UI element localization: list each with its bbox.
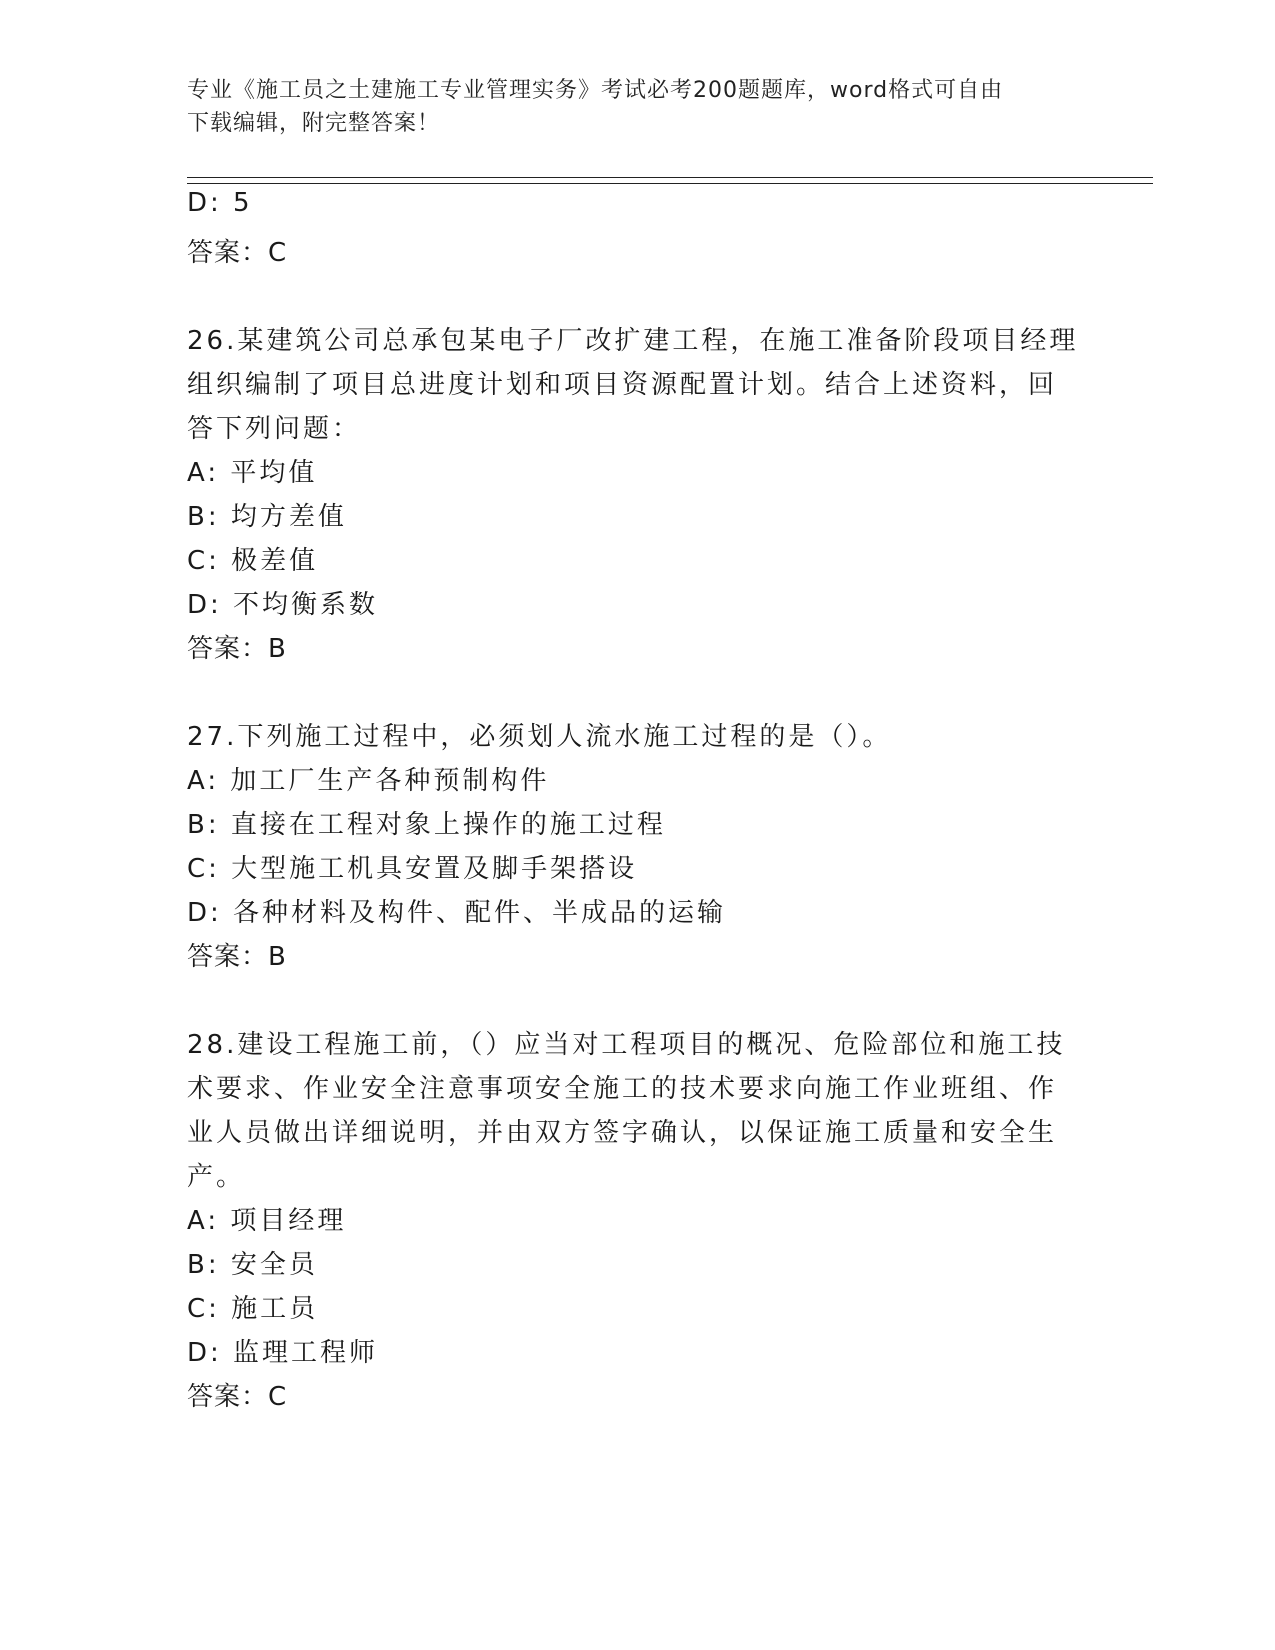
q26-stem-line-3: 答下列问题： xyxy=(187,414,362,444)
q27-answer: 答案：B xyxy=(187,942,287,972)
carryover-option-d: D: 5 xyxy=(187,188,253,218)
q28-stem-line-2: 术要求、作业安全注意事项安全施工的技术要求向施工作业班组、作 xyxy=(187,1074,1058,1104)
header-rule-bottom xyxy=(187,183,1153,184)
q26-option-a: A: 平均值 xyxy=(187,458,318,488)
q28-answer: 答案：C xyxy=(187,1382,288,1412)
header-line-1: 专业《施工员之土建施工专业管理实务》考试必考200题题库，word格式可自由 xyxy=(187,78,1004,103)
q27-option-b: B: 直接在工程对象上操作的施工过程 xyxy=(187,810,666,840)
q26-option-b: B: 均方差值 xyxy=(187,502,347,532)
q27-option-d: D: 各种材料及构件、配件、半成品的运输 xyxy=(187,898,727,928)
q28-option-b: B: 安全员 xyxy=(187,1250,318,1280)
q27-stem-line-1: 27.下列施工过程中，必须划人流水施工过程的是（）。 xyxy=(187,722,892,752)
document-header xyxy=(187,74,1077,140)
q28-option-d: D: 监理工程师 xyxy=(187,1338,379,1368)
q27-option-a: A: 加工厂生产各种预制构件 xyxy=(187,766,550,796)
q28-stem-line-4: 产。 xyxy=(187,1162,246,1192)
q26-answer: 答案：B xyxy=(187,634,287,664)
q28-option-a: A: 项目经理 xyxy=(187,1206,347,1236)
q28-stem-line-1: 28.建设工程施工前，（）应当对工程项目的概况、危险部位和施工技 xyxy=(187,1030,1066,1060)
q26-option-c: C: 极差值 xyxy=(187,546,319,576)
header-line-2: 下载编辑，附完整答案！ xyxy=(187,111,441,136)
q26-stem-line-2: 组织编制了项目总进度计划和项目资源配置计划。结合上述资料，回 xyxy=(187,370,1058,400)
carryover-answer: 答案：C xyxy=(187,238,288,268)
q28-stem-line-3: 业人员做出详细说明，并由双方签字确认，以保证施工质量和安全生 xyxy=(187,1118,1058,1148)
q27-option-c: C: 大型施工机具安置及脚手架搭设 xyxy=(187,854,638,884)
header-rule-top xyxy=(187,177,1153,178)
q26-option-d: D: 不均衡系数 xyxy=(187,590,379,620)
q26-stem-line-1: 26.某建筑公司总承包某电子厂改扩建工程，在施工准备阶段项目经理 xyxy=(187,326,1079,356)
q28-option-c: C: 施工员 xyxy=(187,1294,319,1324)
